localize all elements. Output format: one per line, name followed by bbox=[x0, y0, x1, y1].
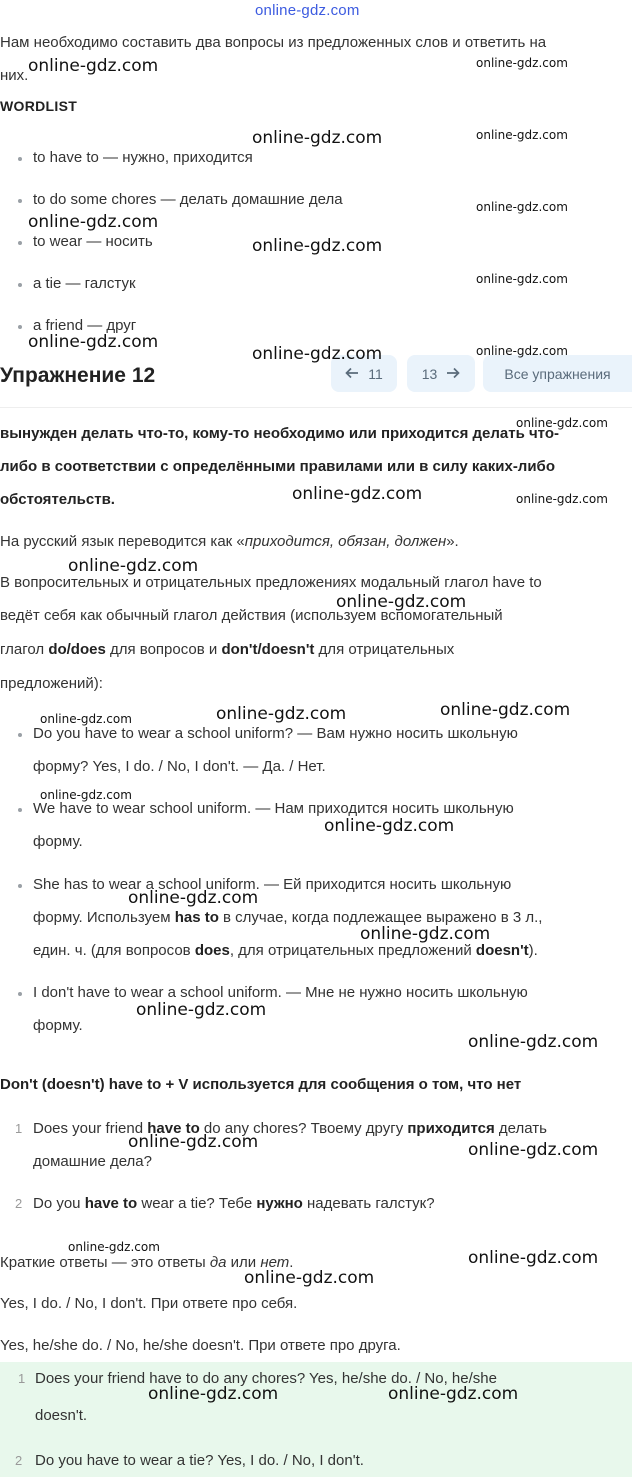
watermark: online-gdz.com bbox=[336, 592, 467, 612]
watermark: online-gdz.com bbox=[292, 484, 423, 504]
watermark: online-gdz.com bbox=[244, 1268, 375, 1288]
short-answers-line-3: Yes, he/she do. / No, he/she doesn't. При ответе про друга. bbox=[0, 1337, 401, 1354]
answer-1-line-1: Does your friend have to do any chores? Yes, he/she do. / No, he/she bbox=[35, 1370, 497, 1387]
arrow-right-icon bbox=[446, 366, 460, 382]
interrog-line-3 bbox=[0, 641, 454, 658]
bold-text: do/does bbox=[48, 641, 106, 658]
bullet-icon bbox=[18, 157, 22, 161]
text: делать bbox=[494, 1120, 547, 1137]
watermark: online-gdz.com bbox=[324, 816, 455, 836]
answer-1-line-2: doesn't. bbox=[35, 1407, 88, 1424]
wordlist-item: to wear — носить bbox=[33, 233, 153, 250]
divider bbox=[0, 407, 632, 408]
prev-exercise-label: 11 bbox=[368, 365, 383, 382]
text: для отрицательных bbox=[314, 641, 455, 658]
text: Do you bbox=[33, 1195, 85, 1212]
watermark: online-gdz.com bbox=[468, 1140, 599, 1160]
watermark: online-gdz.com bbox=[360, 924, 491, 944]
bold-text: have to bbox=[84, 1195, 138, 1212]
arrow-left-icon bbox=[345, 366, 359, 382]
dont-have-to-line: Don't (doesn't) have to + V используется для сообщения о том, что нет bbox=[0, 1076, 522, 1093]
bullet-icon bbox=[18, 325, 22, 329]
bold-text: приходится bbox=[407, 1120, 495, 1137]
bold-text: нужно bbox=[256, 1195, 303, 1212]
interrog-line-2: ведёт себя как обычный глагол действия (используем вспомогательный bbox=[0, 607, 503, 624]
watermark: online-gdz.com bbox=[476, 272, 568, 286]
wordlist-item: a tie — галстук bbox=[33, 275, 136, 292]
watermark: online-gdz.com bbox=[136, 1000, 267, 1020]
all-exercises-button[interactable] bbox=[483, 355, 632, 392]
exercise-title: Упражнение 12 bbox=[0, 364, 156, 387]
theory-bold-line-2: либо в соответствии с определёнными правилами или в силу каких-либо bbox=[0, 458, 555, 475]
watermark: online-gdz.com bbox=[476, 344, 568, 358]
bullet-icon bbox=[18, 283, 22, 287]
watermark: online-gdz.com bbox=[476, 128, 568, 142]
question-1-line-1 bbox=[33, 1120, 547, 1137]
watermark: online-gdz.com bbox=[28, 332, 159, 352]
translation-pre: На русский язык переводится как « bbox=[0, 533, 245, 550]
translation-italic: приходится, обязан, должен bbox=[244, 533, 447, 550]
watermark: online-gdz.com bbox=[28, 212, 159, 232]
next-exercise-label: 13 bbox=[421, 365, 438, 382]
text: форму. Используем bbox=[33, 909, 175, 926]
text: wear a tie? Тебе bbox=[137, 1195, 257, 1212]
bullet-icon bbox=[18, 808, 22, 812]
example-4-line-2: форму. bbox=[33, 1017, 83, 1034]
text: для вопросов и bbox=[105, 641, 222, 658]
text: един. ч. (для вопросов bbox=[33, 942, 195, 959]
text: . bbox=[289, 1254, 294, 1271]
watermark: online-gdz.com bbox=[516, 416, 608, 430]
watermark: online-gdz.com bbox=[252, 344, 383, 364]
watermark: online-gdz.com bbox=[388, 1384, 519, 1404]
watermark: online-gdz.com bbox=[40, 712, 132, 726]
text: do any chores? Твоему другу bbox=[199, 1120, 408, 1137]
text: надевать галстук? bbox=[302, 1195, 435, 1212]
text: или bbox=[226, 1254, 261, 1271]
watermark: online-gdz.com bbox=[252, 236, 383, 256]
bullet-icon bbox=[18, 241, 22, 245]
italic-text: нет bbox=[260, 1254, 290, 1271]
text: Does your friend bbox=[33, 1120, 148, 1137]
question-2-line-1 bbox=[33, 1195, 435, 1212]
bold-text: has to bbox=[174, 909, 219, 926]
watermark: online-gdz.com bbox=[468, 1032, 599, 1052]
text: в случае, когда подлежащее выражено в 3 л., bbox=[218, 909, 543, 926]
intro-line-2: них. bbox=[0, 67, 29, 84]
bold-text: does bbox=[194, 942, 230, 959]
wordlist-item: a friend — друг bbox=[33, 317, 137, 334]
watermark: online-gdz.com bbox=[516, 492, 608, 506]
next-exercise-button[interactable] bbox=[407, 355, 475, 392]
bullet-icon bbox=[18, 992, 22, 996]
bold-text: doesn't bbox=[475, 942, 529, 959]
all-exercises-label: Все упражнения bbox=[504, 365, 611, 382]
text: ). bbox=[528, 942, 538, 959]
short-answers-line-2: Yes, I do. / No, I don't. При ответе про себя. bbox=[0, 1295, 298, 1312]
text: , для отрицательных предложений bbox=[229, 942, 476, 959]
wordlist-heading: WORDLIST bbox=[0, 98, 78, 114]
watermark: online-gdz.com bbox=[68, 1240, 160, 1254]
theory-bold-line-1: вынужден делать что-то, кому-то необходимо или приходится делать что- bbox=[0, 425, 559, 442]
intro-line-1: Нам необходимо составить два вопросы из предложенных слов и ответить на bbox=[0, 34, 547, 51]
watermark: online-gdz.com bbox=[148, 1384, 279, 1404]
bullet-icon bbox=[18, 733, 22, 737]
italic-text: да bbox=[209, 1254, 227, 1271]
text: Краткие ответы — это ответы bbox=[0, 1254, 210, 1271]
watermark: online-gdz.com bbox=[128, 1132, 259, 1152]
example-4-line-1: I don't have to wear a school uniform. — Мне не нужно носить школьную bbox=[33, 984, 528, 1001]
site-header[interactable]: online-gdz.com bbox=[255, 2, 360, 19]
example-1-line-2: форму? Yes, I do. / No, I don't. — Да. / Нет. bbox=[33, 758, 326, 775]
watermark: online-gdz.com bbox=[476, 200, 568, 214]
wordlist-item: to do some chores — делать домашние дела bbox=[33, 191, 343, 208]
text: глагол bbox=[0, 641, 49, 658]
watermark: online-gdz.com bbox=[128, 888, 259, 908]
interrog-line-4: предложений): bbox=[0, 675, 103, 692]
question-number: 2 bbox=[15, 1196, 23, 1211]
watermark: online-gdz.com bbox=[476, 56, 568, 70]
bold-text: don't/doesn't bbox=[221, 641, 315, 658]
bullet-icon bbox=[18, 199, 22, 203]
watermark: online-gdz.com bbox=[440, 700, 571, 720]
bullet-icon bbox=[18, 884, 22, 888]
answer-number: 2 bbox=[15, 1453, 23, 1468]
example-3-line-1: She has to wear a school uniform. — Ей приходится носить школьную bbox=[33, 876, 512, 893]
answer-2-line-1: Do you have to wear a tie? Yes, I do. / No, I don't. bbox=[35, 1452, 364, 1469]
answer-number: 1 bbox=[18, 1371, 26, 1386]
theory-bold-line-3: обстоятельств. bbox=[0, 491, 115, 508]
question-number: 1 bbox=[15, 1121, 23, 1136]
example-3-line-3 bbox=[33, 942, 538, 959]
watermark: online-gdz.com bbox=[68, 556, 199, 576]
interrog-line-1: В вопросительных и отрицательных предложениях модальный глагол have to bbox=[0, 574, 542, 591]
watermark: online-gdz.com bbox=[40, 788, 132, 802]
example-2-line-2: форму. bbox=[33, 833, 83, 850]
translation-line bbox=[0, 533, 459, 550]
wordlist-item: to have to — нужно, приходится bbox=[33, 149, 253, 166]
example-1-line-1: Do you have to wear a school uniform? — Вам нужно носить школьную bbox=[33, 725, 518, 742]
watermark: online-gdz.com bbox=[252, 128, 383, 148]
watermark: online-gdz.com bbox=[468, 1248, 599, 1268]
bold-text: have to bbox=[147, 1120, 200, 1137]
watermark: online-gdz.com bbox=[216, 704, 347, 724]
translation-post: ». bbox=[446, 533, 459, 550]
example-2-line-1: We have to wear school uniform. — Нам приходится носить школьную bbox=[33, 800, 514, 817]
watermark: online-gdz.com bbox=[28, 56, 159, 76]
question-1-line-2: домашние дела? bbox=[33, 1153, 152, 1170]
